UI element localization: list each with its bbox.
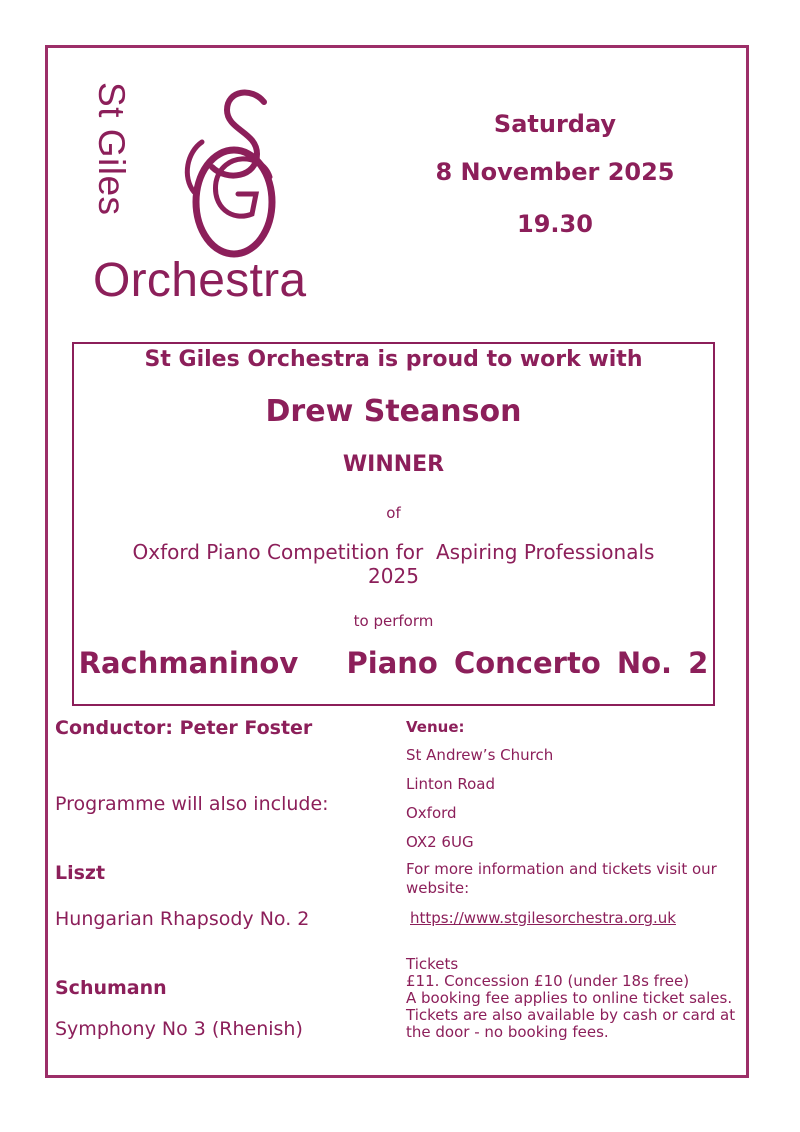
- to-perform-label: to perform: [353, 612, 434, 630]
- competition-name: [72, 540, 715, 588]
- programme-heading: Programme will also include:: [55, 793, 329, 815]
- logo-vertical-text: [91, 82, 136, 250]
- info-text: For more information and tickets visit our website:: [406, 860, 717, 897]
- venue-line: Oxford: [406, 804, 457, 822]
- programme-composer: Liszt: [55, 862, 106, 884]
- website-link[interactable]: https://www.stgilesorchestra.org.uk: [410, 909, 676, 927]
- tickets-info: [406, 956, 746, 1041]
- logo-line2: Orchestra: [93, 254, 307, 307]
- event-time: 19.30: [517, 210, 593, 238]
- featured-work: Rachmaninov Piano Concerto No. 2: [78, 646, 709, 680]
- logo-monogram-icon: [172, 82, 292, 262]
- feature-intro: St Giles Orchestra is proud to work with: [144, 347, 643, 372]
- tickets-line: A booking fee applies to online ticket sales.: [406, 989, 733, 1007]
- conductor: Conductor: Peter Foster: [55, 717, 313, 739]
- event-day: Saturday: [493, 110, 617, 138]
- logo-line1: St Giles: [91, 82, 132, 216]
- venue-line: Linton Road: [406, 775, 496, 793]
- programme-composer: Schumann: [55, 977, 167, 999]
- competition-line2: 2025: [368, 564, 419, 588]
- competition-line1: Oxford Piano Competition for Aspiring Professionals: [132, 540, 655, 564]
- tickets-line: Tickets: [406, 955, 459, 973]
- soloist-name: Drew Steanson: [265, 394, 522, 429]
- of-label: of: [386, 504, 401, 522]
- tickets-line: the door - no booking fees.: [406, 1023, 609, 1041]
- event-date: 8 November 2025: [435, 158, 675, 186]
- venue-line: St Andrew’s Church: [406, 746, 554, 764]
- tickets-line: Tickets are also available by cash or card at: [406, 1006, 736, 1024]
- programme-work: Hungarian Rhapsody No. 2: [55, 908, 310, 930]
- winner-label: WINNER: [342, 452, 445, 477]
- venue-label: Venue:: [406, 718, 465, 736]
- programme-work: Symphony No 3 (Rhenish): [55, 1018, 303, 1040]
- venue-line: OX2 6UG: [406, 833, 474, 851]
- tickets-line: £11. Concession £10 (under 18s free): [406, 972, 690, 990]
